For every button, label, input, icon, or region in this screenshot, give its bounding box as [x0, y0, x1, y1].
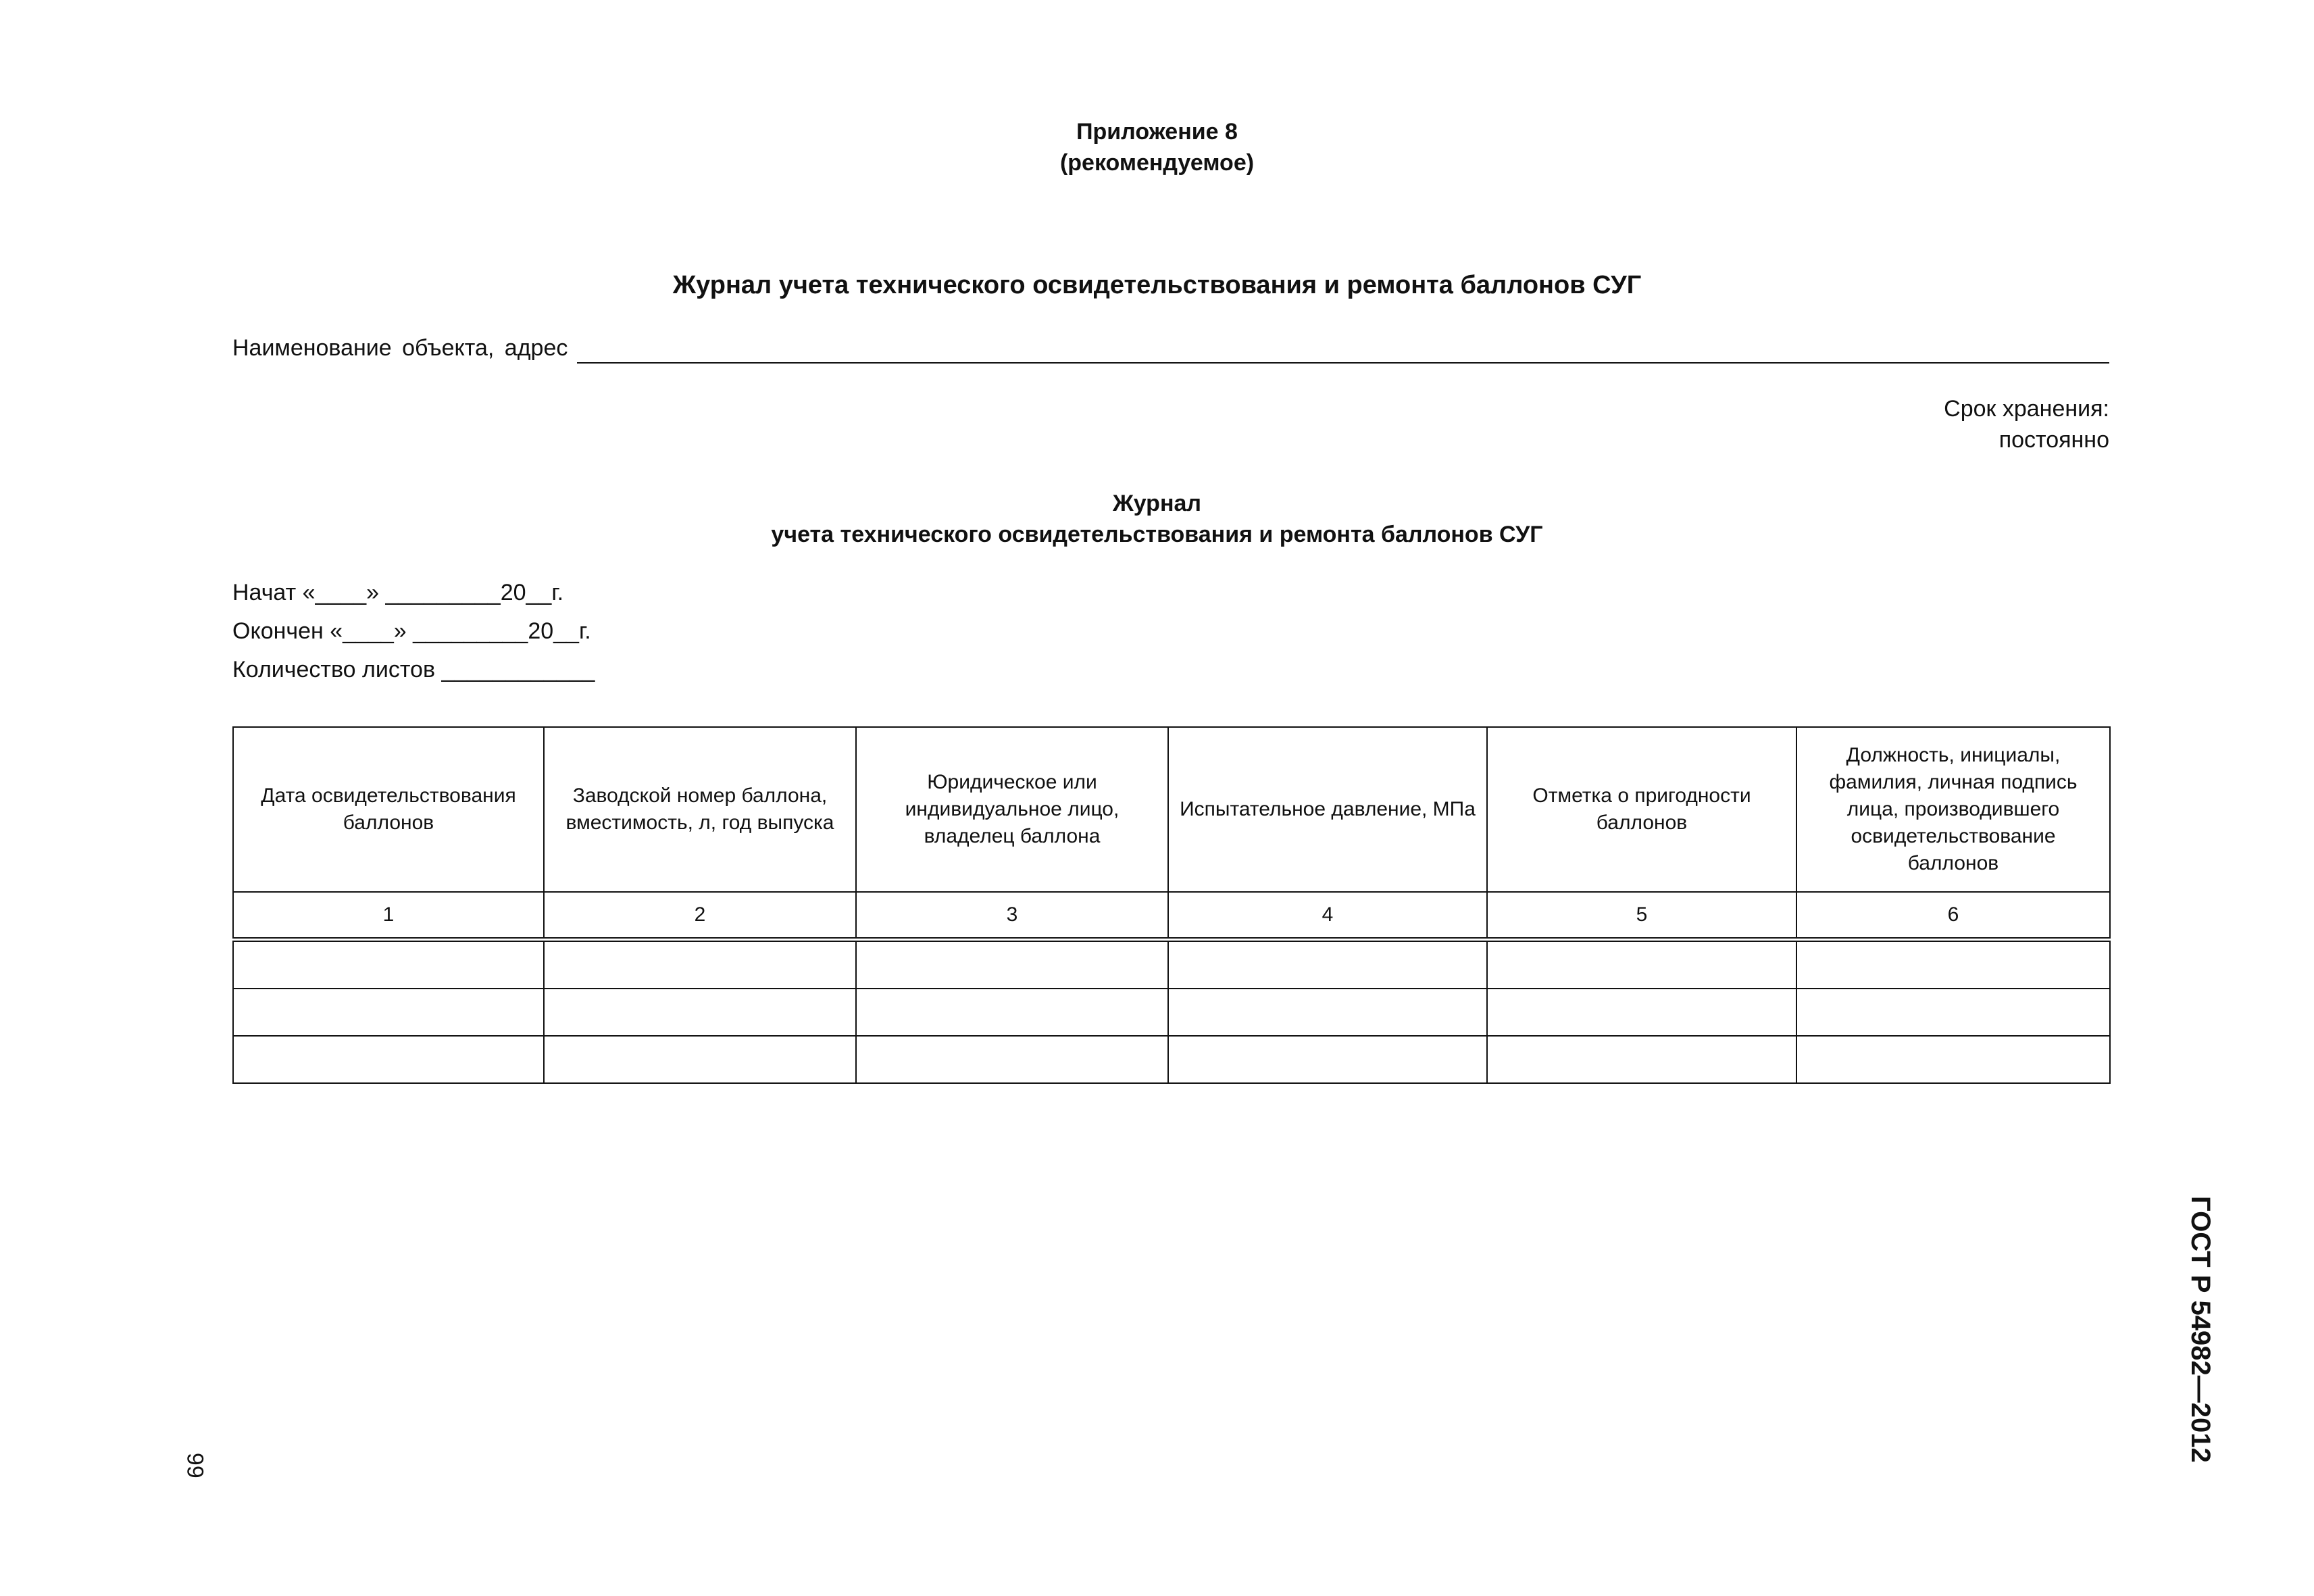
column-header-owner: Юридическое или индивидуальное лицо, владелец баллона: [856, 727, 1168, 892]
table-cell: [233, 940, 544, 989]
journal-started-line: Начат «____» _________20__г.: [232, 580, 564, 605]
retention-value: постоянно: [1998, 427, 2109, 453]
table-cell: [1168, 940, 1487, 989]
document-title: Журнал учета технического освидетельствования и ремонта баллонов СУГ: [672, 271, 1642, 299]
table-row: [233, 940, 2110, 989]
table-cell: [1487, 940, 1796, 989]
table-cell: [1796, 1036, 2110, 1083]
journal-table: [232, 726, 2111, 1084]
journal-subtitle: учета технического освидетельствования и ремонта баллонов СУГ: [771, 522, 1543, 547]
sheet-count-line: Количество листов ____________: [232, 657, 595, 682]
table-cell: [544, 989, 856, 1036]
appendix-subtitle: (рекомендуемое): [1059, 150, 1255, 176]
column-number: 1: [233, 892, 544, 940]
retention-label: Срок хранения:: [1944, 396, 2109, 422]
table-cell: [544, 940, 856, 989]
table-cell: [856, 1036, 1168, 1083]
column-number-row: [233, 892, 2110, 940]
table-cell: [1487, 1036, 1796, 1083]
retention-block: [1944, 393, 2109, 455]
column-number: 6: [1796, 892, 2110, 940]
table-cell: [1168, 989, 1487, 1036]
table-cell: [233, 1036, 544, 1083]
object-name-blank: [577, 338, 2109, 364]
column-header-date: Дата освидетельствования баллонов: [233, 727, 544, 892]
table-cell: [1796, 989, 2110, 1036]
gost-side-label: ГОСТ Р 54982—2012: [2186, 1196, 2215, 1463]
table-cell: [1168, 1036, 1487, 1083]
column-header-serial: Заводской номер баллона, вместимость, л, год выпуска: [544, 727, 856, 892]
journal-ended-line: Окончен «____» _________20__г.: [232, 618, 591, 644]
column-number: 5: [1487, 892, 1796, 940]
table-cell: [856, 940, 1168, 989]
object-name-label: Наименование объекта, адрес: [232, 335, 568, 361]
table-cell: [1796, 940, 2110, 989]
page-number: 66: [183, 1453, 209, 1478]
column-number: 2: [544, 892, 856, 940]
column-header-suitability: Отметка о пригодности баллонов: [1487, 727, 1796, 892]
column-number: 4: [1168, 892, 1487, 940]
column-number: 3: [856, 892, 1168, 940]
table-row: [233, 1036, 2110, 1083]
journal-title: Журнал: [1112, 491, 1201, 516]
appendix-heading: [0, 116, 2314, 178]
table-header-row: [233, 727, 2110, 892]
table-row: [233, 989, 2110, 1036]
column-header-inspector: Должность, инициалы, фамилия, личная подпись лица, производившего освидетельствование баллонов: [1796, 727, 2110, 892]
table-cell: [1487, 989, 1796, 1036]
journal-heading: [0, 488, 2314, 550]
object-name-line: [232, 332, 2109, 364]
table-cell: [856, 989, 1168, 1036]
table-cell: [233, 989, 544, 1036]
appendix-title: Приложение 8: [1076, 119, 1238, 145]
column-header-pressure: Испытательное давление, МПа: [1168, 727, 1487, 892]
table-cell: [544, 1036, 856, 1083]
